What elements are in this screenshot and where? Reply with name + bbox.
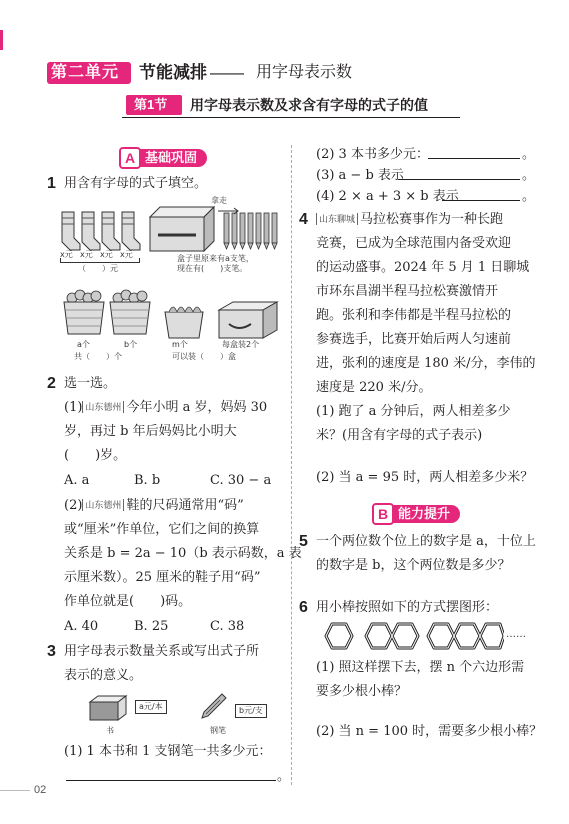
q2-p2-line4: 示厘米数）。25 厘米的鞋子用“码” <box>64 570 261 585</box>
q2-p2-line3: 关系是 b = 2a − 10（b 表示码数，a 表 <box>64 546 302 561</box>
edge-tab <box>0 30 3 50</box>
section-b-label: 能力提升 <box>398 506 451 521</box>
q2-p1-line2: 岁，再过 b 年后妈妈比小明大 <box>64 424 237 439</box>
q6-sub2: (2) 当 n = 100 时，需要多少根小棒？ <box>316 724 543 739</box>
pen-box-illustration <box>148 205 286 255</box>
q2-p1-line3: ( )岁。 <box>64 448 127 463</box>
q3-sub1-answer-line[interactable] <box>66 780 276 781</box>
q4-sub1-line1: (1) 跑了 a 分钟后，两人相差多少 <box>316 404 511 419</box>
q4-text-0: 马拉松赛事作为一种长跑 <box>360 212 504 227</box>
q2-text: 选一选。 <box>64 376 117 391</box>
q4-sub2: (2) 当 a = 95 时，两人相差多少米？ <box>316 470 534 485</box>
q3-line2: 表示的意义。 <box>64 668 143 683</box>
q5-line2: 的数字是 b，这个两位数是多少？ <box>316 558 511 573</box>
section-a-letter: A <box>119 147 141 169</box>
q2-p1-line1 <box>64 396 267 419</box>
basket-b-label: b个 <box>124 340 138 349</box>
q2-option-2a: A. 40 <box>64 619 99 634</box>
q2-p2-line1 <box>64 494 244 517</box>
q3-sub3: (3) a − b 表示 <box>316 168 404 183</box>
box-caption: 可以装（ ）盒 <box>172 352 236 361</box>
q2-p2-text1: 鞋的尺码通常用“码” <box>126 498 244 513</box>
pen-price: b元/支 <box>235 704 267 718</box>
unit-title: 节能减排 <box>139 63 207 82</box>
q4-sub1-line2: 米？(用含有字母的式子表示) <box>316 428 483 443</box>
q3-sub2: (2) 3 本书多少元： <box>316 147 429 162</box>
q1-number: 1 <box>47 175 56 192</box>
q3-sub4-answer-line[interactable] <box>442 200 520 201</box>
q2-p1-text1: 今年小明 a 岁，妈妈 30 <box>126 400 268 415</box>
basket-a-label: a个 <box>77 340 90 349</box>
q6-sub1-line2: 要多少根小棒？ <box>316 684 408 699</box>
footer-rule <box>0 790 30 791</box>
section-a-badge <box>121 149 207 167</box>
q3-sub4: (4) 2 × a + 3 × b 表示 <box>316 189 459 204</box>
column-divider <box>291 145 292 785</box>
box-m-label: m个 <box>172 340 188 349</box>
q1-text: 用含有字母的式子填空。 <box>64 176 208 191</box>
lesson-title: 用字母表示数及求含有字母的式子的值 <box>190 97 428 113</box>
q2-p2-line2: 或“厘米”作单位，它们之间的换算 <box>64 522 260 537</box>
q4-line-7: 速度是 220 米/分。 <box>316 380 432 395</box>
q5-number: 5 <box>299 533 308 550</box>
q3-sub3-period: 。 <box>522 168 536 183</box>
q2-option-1c: C. 30 − a <box>210 473 272 488</box>
q2-option-1a: A. a <box>64 473 90 488</box>
q4-line-3: 市环东昌湖半程马拉松赛激情开 <box>316 284 499 299</box>
book-label: 书 <box>106 726 114 735</box>
q4-line-1: 竞赛，已成为全球范围内备受欢迎 <box>316 236 512 251</box>
section-b-letter: B <box>372 503 394 525</box>
pen-label: 钢笔 <box>210 726 226 735</box>
q2-p1-tag: 山东德州 <box>82 401 124 413</box>
pen-icon <box>198 692 228 722</box>
q2-option-2c: C. 38 <box>210 619 245 634</box>
q2-option-1b: B. b <box>134 473 161 488</box>
q2-p2-lead: (2) <box>64 498 83 513</box>
pens-caption-2: 现在有( )支笔。 <box>177 264 248 273</box>
q3-sub3-answer-line[interactable] <box>398 179 520 180</box>
sock-brace <box>60 258 140 263</box>
section-a-label: 基础巩固 <box>145 150 198 165</box>
box-per-label: 每盒装2个 <box>222 340 260 349</box>
hexagon-pattern <box>318 620 504 652</box>
q4-line-0 <box>316 208 503 231</box>
q2-p2-tag: 山东德州 <box>82 499 124 511</box>
pens-take-label: 拿走 <box>211 196 227 205</box>
q3-sub1-period: 。 <box>277 769 291 784</box>
pens-caption-1: 盒子里原来有a支笔， <box>177 254 254 263</box>
lesson-badge: 第1节 <box>134 97 168 112</box>
q4-line-5: 参赛选手，比赛开始后两人匀速前 <box>316 332 512 347</box>
q4-tag: 山东聊城 <box>316 213 358 225</box>
q6-line1: 用小棒按照如下的方式摆图形： <box>316 600 499 615</box>
q4-number: 4 <box>299 211 308 228</box>
q4-line-2: 的运动盛事。2024 年 5 月 1 日聊城 <box>316 260 530 275</box>
sock-price-2: x元 <box>80 250 93 259</box>
socks-blank: （ ）元 <box>78 264 118 273</box>
q3-sub4-period: 。 <box>522 189 536 204</box>
book-icon <box>88 694 128 722</box>
book-price: a元/本 <box>135 700 167 714</box>
baskets-caption: 共（ ）个 <box>74 352 122 361</box>
q3-sub2-answer-line[interactable] <box>428 158 520 159</box>
q4-line-4: 跑。张利和李伟都是半程马拉松的 <box>316 308 512 323</box>
q4-line-6: 进，张利的速度是 180 米/分，李伟的 <box>316 356 536 371</box>
unit-dash: —— <box>210 63 244 82</box>
q6-sub1-line1: (1) 照这样摆下去，摆 n 个六边形需 <box>316 660 525 675</box>
q3-sub2-period: 。 <box>522 147 536 162</box>
baskets-illustration <box>60 288 156 336</box>
sock-price-3: x元 <box>100 250 113 259</box>
page-number: 02 <box>34 784 47 796</box>
q2-p1-lead: (1) <box>64 400 83 415</box>
q5-line1: 一个两位数个位上的数字是 a，十位上 <box>316 534 536 549</box>
q6-number: 6 <box>299 599 308 616</box>
sock-price-4: x元 <box>120 250 133 259</box>
hexagon-ellipsis: …… <box>506 629 526 640</box>
q2-p2-line5: 作单位就是( )码。 <box>64 594 192 609</box>
q3-line1: 用字母表示数量关系或写出式子所 <box>64 644 260 659</box>
fruit-box-illustration <box>163 300 283 340</box>
unit-label: 第二单元 <box>51 64 120 81</box>
sock-price-1: x元 <box>60 250 73 259</box>
socks-illustration <box>58 210 142 254</box>
q3-sub1: (1) 1 本书和 1 支钢笔一共多少元： <box>64 744 272 759</box>
unit-topic: 用字母表示数 <box>256 64 353 81</box>
q3-number: 3 <box>47 643 56 660</box>
q2-number: 2 <box>47 375 56 392</box>
section-b-badge <box>374 505 460 523</box>
q2-option-2b: B. 25 <box>134 619 169 634</box>
